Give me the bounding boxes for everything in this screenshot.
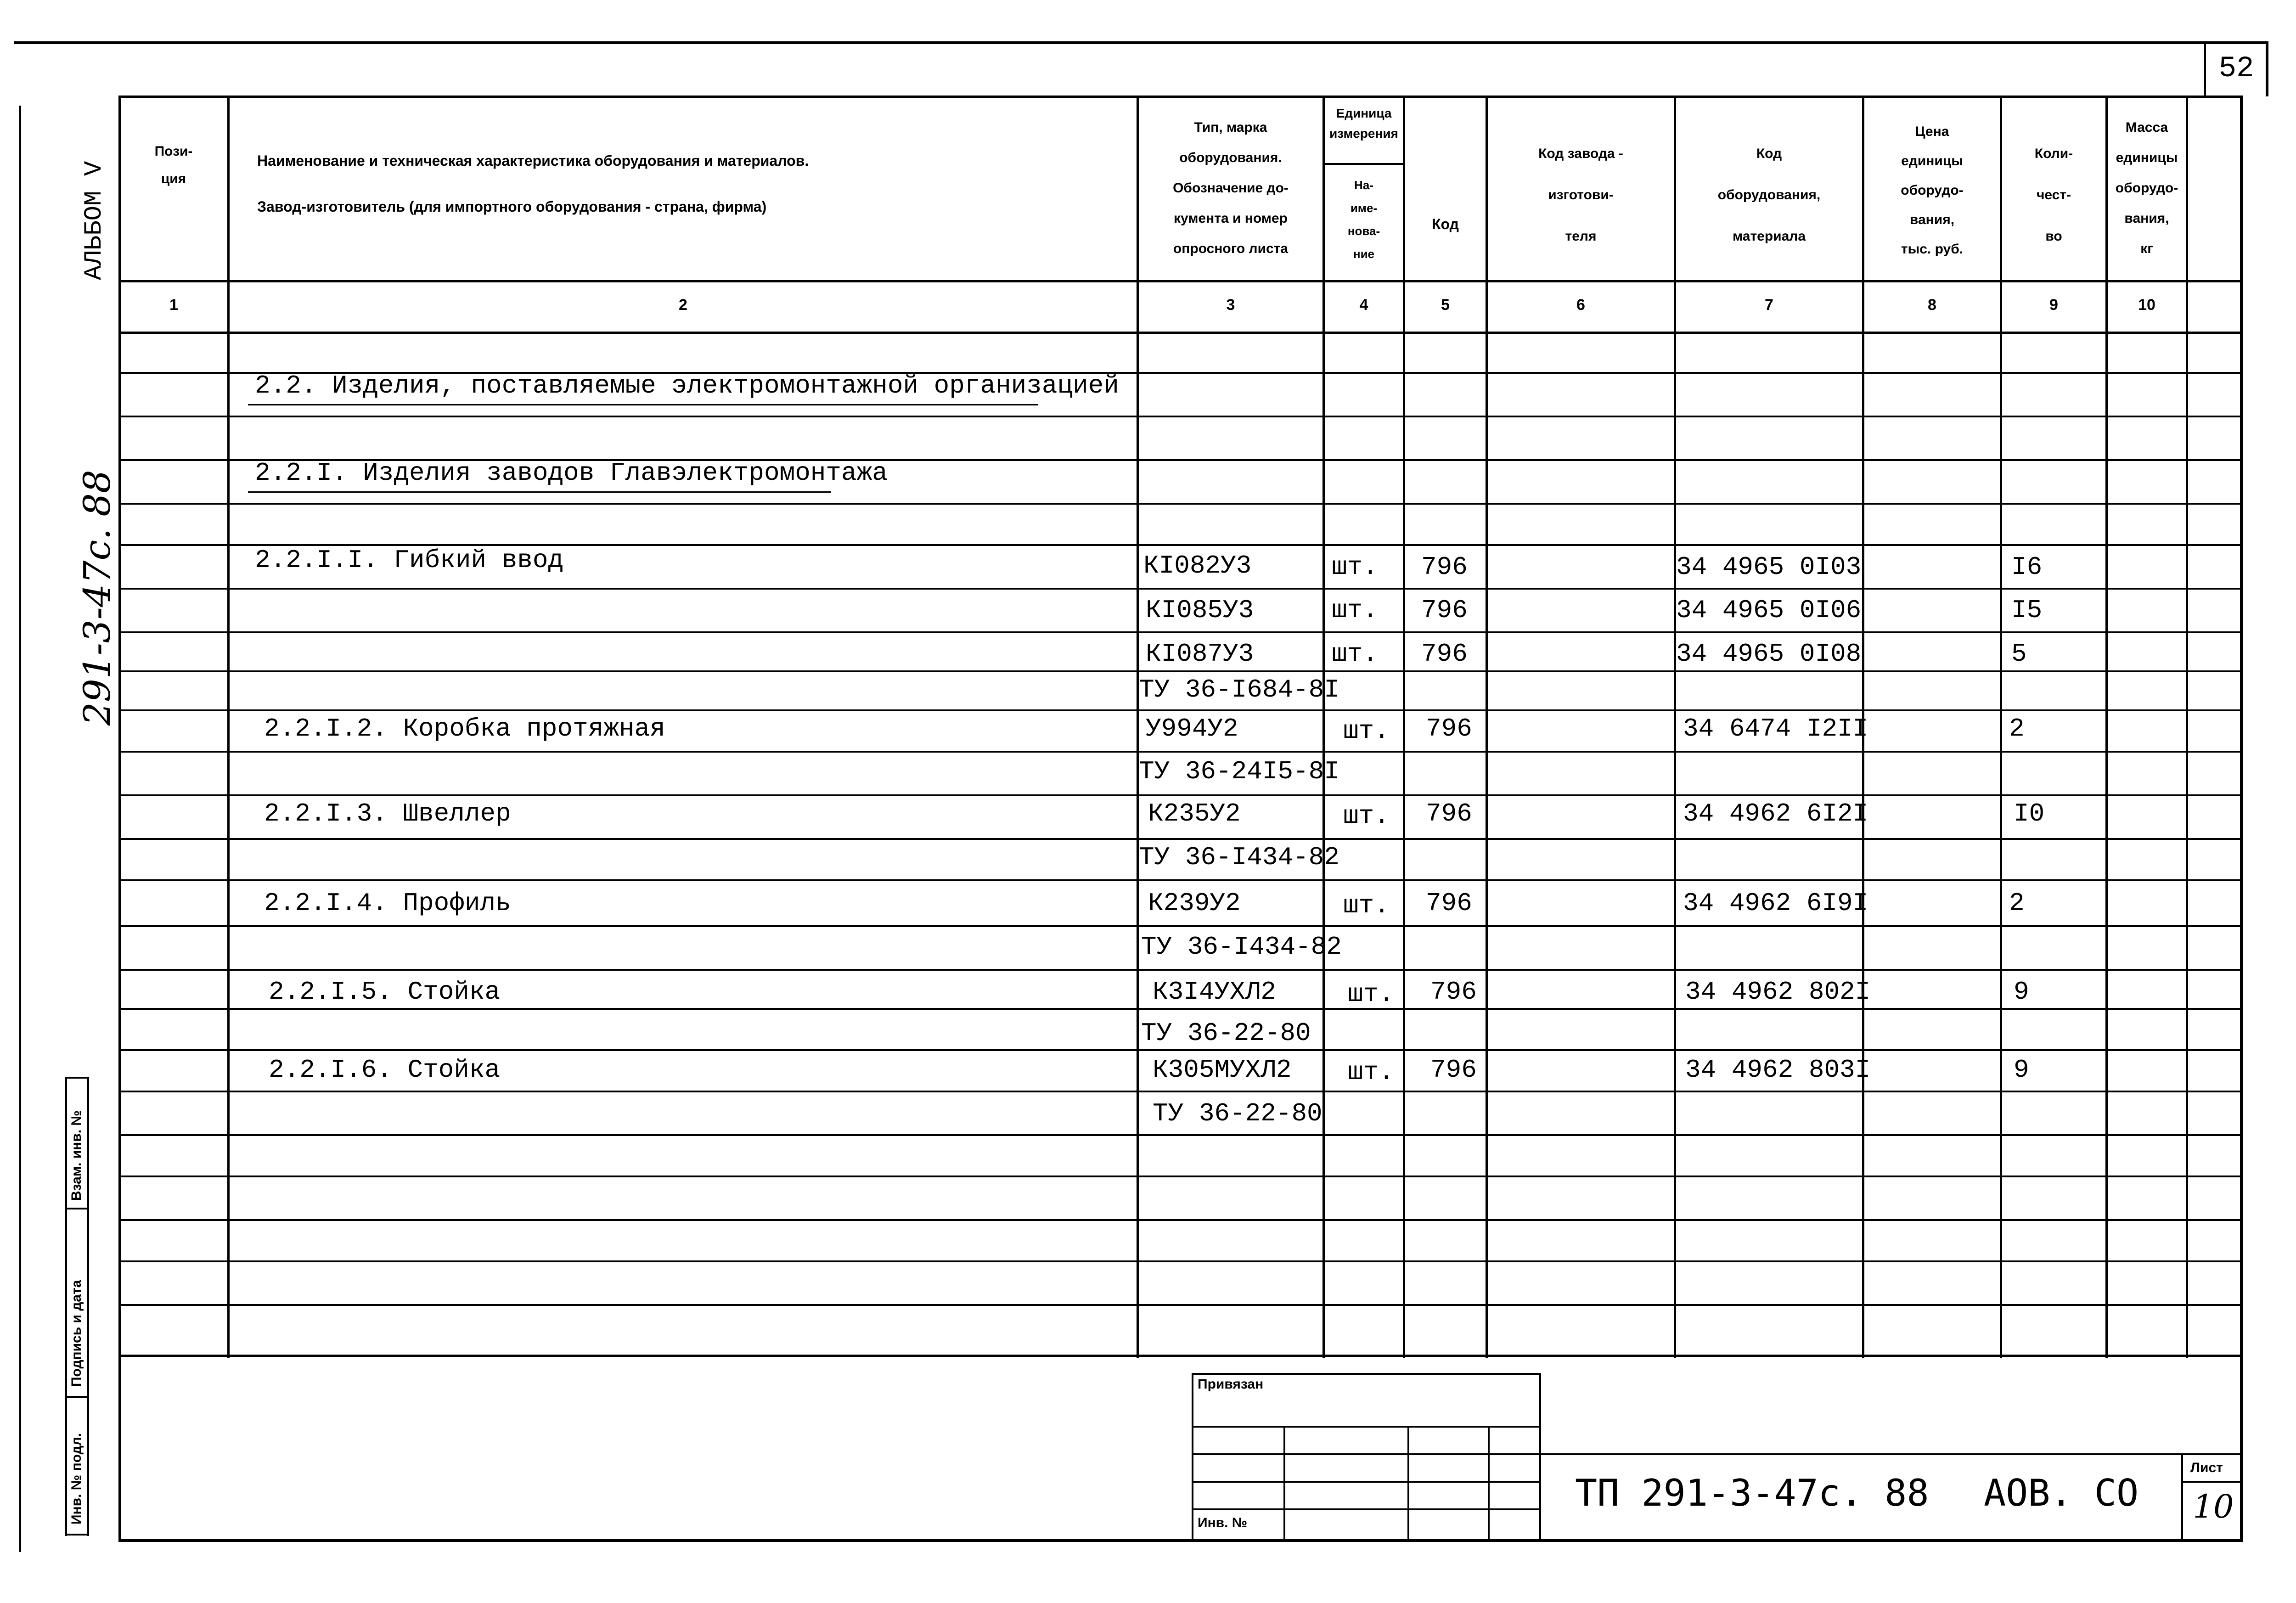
item-unit-code: 796 bbox=[1426, 714, 1472, 743]
col-number: 10 bbox=[2138, 296, 2155, 314]
item-spec: ТУ 36-24I5-8I bbox=[1139, 757, 1339, 786]
item-name: 2.2.I.5. Стойка bbox=[269, 977, 501, 1007]
item-type: КI082У3 bbox=[1143, 551, 1252, 580]
item-type: К3I4УХЛ2 bbox=[1153, 977, 1276, 1007]
item-unit: шт. bbox=[1343, 891, 1390, 920]
col-number: 3 bbox=[1226, 296, 1235, 314]
item-quantity: I5 bbox=[2011, 596, 2043, 625]
header-type: Тип, марка оборудования. Обозначение до- кумента и номер опросного листа bbox=[1173, 120, 1289, 256]
item-unit-code: 796 bbox=[1421, 639, 1468, 669]
item-equipment-code: 34 4965 0I03 bbox=[1676, 552, 1862, 582]
item-type: К305МУХЛ2 bbox=[1153, 1055, 1292, 1085]
item-spec: ТУ 36-I434-82 bbox=[1139, 843, 1339, 872]
item-quantity: 9 bbox=[2014, 1055, 2029, 1085]
side-podpis: Подпись и дата bbox=[69, 1280, 84, 1387]
item-type: КI087У3 bbox=[1146, 639, 1254, 669]
header-equipment-code: Код оборудования, материала bbox=[1717, 146, 1821, 244]
item-unit: шт. bbox=[1348, 1057, 1394, 1087]
item-unit-code: 796 bbox=[1421, 552, 1468, 582]
item-spec: ТУ 36-I684-8I bbox=[1139, 675, 1339, 704]
table-right bbox=[2240, 96, 2243, 1542]
stamp-list-number: 10 bbox=[2193, 1488, 2234, 1525]
item-name: 2.2.I.3. Швеллер bbox=[264, 799, 511, 828]
item-type: У994У2 bbox=[1146, 714, 1238, 743]
album-label: АЛЬБОМ V bbox=[80, 161, 108, 280]
item-quantity: 2 bbox=[2009, 714, 2025, 743]
col-number: 4 bbox=[1359, 296, 1368, 314]
item-unit: шт. bbox=[1332, 596, 1378, 625]
item-type: КI085У3 bbox=[1146, 596, 1254, 625]
item-name: 2.2.I.2. Коробка протяжная bbox=[264, 714, 665, 743]
item-equipment-code: 34 6474 I2II bbox=[1683, 714, 1868, 743]
col-number: 9 bbox=[2049, 296, 2058, 314]
side-project-code: 291-3-47с. 88 bbox=[76, 470, 118, 726]
item-unit-code: 796 bbox=[1421, 596, 1468, 625]
item-name: 2.2.I.4. Профиль bbox=[264, 889, 511, 918]
item-equipment-code: 34 4962 6I9I bbox=[1683, 889, 1868, 918]
item-equipment-code: 34 4965 0I06 bbox=[1676, 596, 1862, 625]
item-unit-code: 796 bbox=[1430, 977, 1477, 1007]
item-unit-code: 796 bbox=[1430, 1055, 1477, 1085]
item-unit: шт. bbox=[1343, 716, 1390, 746]
stamp-privyazan: Привязан bbox=[1198, 1377, 1264, 1392]
frame-right-outer bbox=[2266, 41, 2268, 96]
item-quantity: 5 bbox=[2011, 639, 2027, 669]
item-unit-code: 796 bbox=[1426, 799, 1472, 828]
item-unit-code: 796 bbox=[1426, 889, 1472, 918]
sheet-number: 52 bbox=[2218, 52, 2254, 85]
header-unit-code: Код bbox=[1432, 216, 1459, 232]
item-equipment-code: 34 4965 0I08 bbox=[1676, 639, 1862, 669]
header-unit-group: Единица измерения bbox=[1329, 106, 1398, 141]
item-quantity: 2 bbox=[2009, 889, 2025, 918]
col-number: 1 bbox=[169, 296, 178, 314]
header-unit-name: На- име- нова- ние bbox=[1347, 178, 1380, 261]
item-quantity: 9 bbox=[2014, 977, 2029, 1007]
table-bottom bbox=[118, 1539, 2243, 1542]
header-quantity: Коли- чест- во bbox=[2034, 146, 2073, 244]
item-name: 2.2.I.I. Гибкий ввод bbox=[255, 546, 564, 575]
item-type: К235У2 bbox=[1148, 799, 1241, 828]
item-equipment-code: 34 4962 6I2I bbox=[1683, 799, 1868, 828]
stamp-project-code: ТП 291-3-47с. 88 bbox=[1575, 1472, 1929, 1514]
item-equipment-code: 34 4962 802I bbox=[1685, 977, 1871, 1007]
side-inv-podl: Инв. № подл. bbox=[69, 1433, 84, 1524]
item-name: 2.2.I.6. Стойка bbox=[269, 1055, 501, 1085]
item-unit: шт. bbox=[1332, 552, 1378, 582]
subsection-heading: 2.2.I. Изделия заводов Главэлектромонтажа bbox=[255, 458, 888, 488]
top-border bbox=[14, 41, 2268, 44]
item-unit: шт. bbox=[1332, 639, 1378, 669]
header-mass: Масса единицы оборудо- вания, кг bbox=[2115, 120, 2178, 256]
header-position: Пози- ция bbox=[154, 144, 193, 186]
frame-left bbox=[19, 106, 21, 1552]
side-vzam: Взам. инв. № bbox=[69, 1110, 84, 1201]
header-name: Наименование и техническая характеристика оборудования и материалов. Завод-изготовитель (для импортного оборудования - страна, фирма) bbox=[257, 152, 809, 215]
item-quantity: I0 bbox=[2014, 799, 2045, 828]
item-type: К239У2 bbox=[1148, 889, 1241, 918]
stamp-inv-no: Инв. № bbox=[1198, 1515, 1248, 1530]
col-number: 5 bbox=[1441, 296, 1450, 314]
stamp-doc-code: АОВ. СО bbox=[1984, 1472, 2139, 1514]
col-number: 6 bbox=[1576, 296, 1585, 314]
header-price: Цена единицы оборудо- вания, тыс. руб. bbox=[1901, 124, 1964, 257]
item-equipment-code: 34 4962 803I bbox=[1685, 1055, 1871, 1085]
item-unit: шт. bbox=[1343, 801, 1390, 831]
header-factory-code: Код завода - изготови- теля bbox=[1538, 146, 1623, 244]
item-quantity: I6 bbox=[2011, 552, 2043, 582]
item-spec: ТУ 36-I434-82 bbox=[1141, 932, 1342, 962]
item-unit: шт. bbox=[1348, 979, 1394, 1009]
col-number: 2 bbox=[679, 296, 687, 314]
col-number: 7 bbox=[1765, 296, 1773, 314]
item-spec: ТУ 36-22-80 bbox=[1153, 1099, 1322, 1128]
col-number: 8 bbox=[1928, 296, 1936, 314]
item-spec: ТУ 36-22-80 bbox=[1141, 1018, 1311, 1048]
table-top bbox=[118, 96, 2243, 98]
section-heading: 2.2. Изделия, поставляемые электромонтажной организацией bbox=[255, 371, 1119, 400]
stamp-list-label: Лист bbox=[2190, 1460, 2223, 1475]
